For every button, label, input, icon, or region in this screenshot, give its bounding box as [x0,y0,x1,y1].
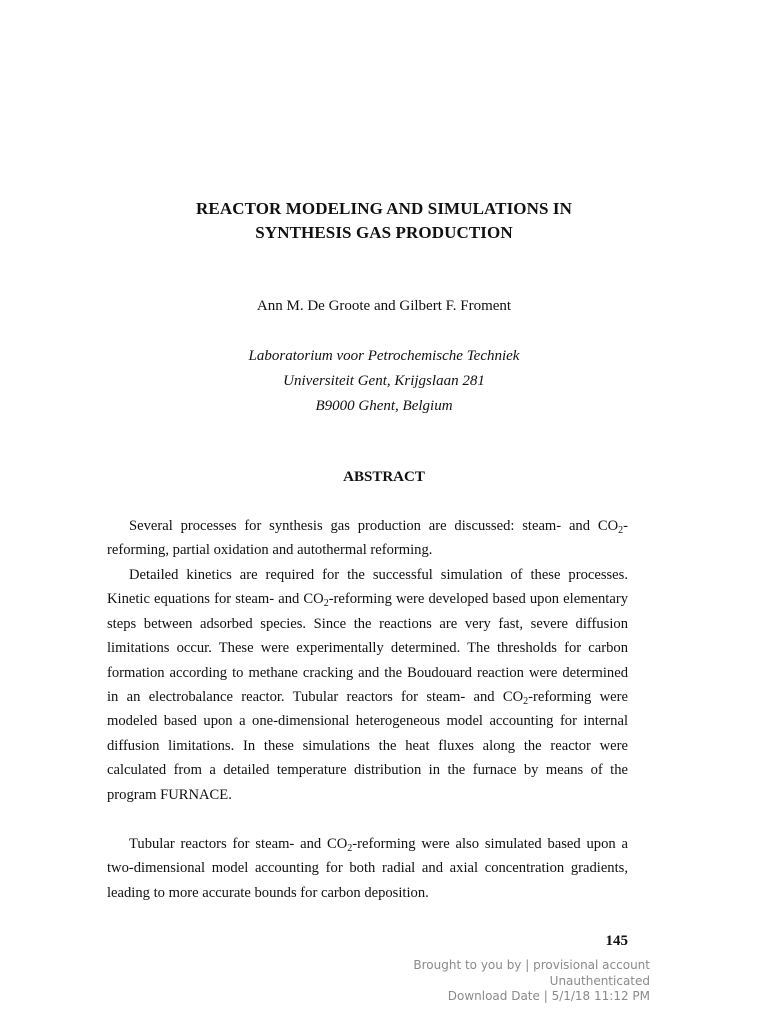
subscript: 2 [618,525,624,536]
subscript: 2 [523,696,529,708]
title-line-1: REACTOR MODELING AND SIMULATIONS IN [196,199,572,218]
abstract-paragraph [107,514,628,563]
footer-line-1: Brought to you by | provisional account [413,958,650,972]
affiliation-line-1: Laboratorium voor Petrochemische Techniek [248,348,520,364]
abstract-paragraph [107,563,628,807]
abstract-paragraph [107,832,628,905]
abstract-text-run: Detailed kinetics are required for the successful simulation of these processes. Kinetic equations for steam- and CO [107,567,628,608]
abstract-heading: ABSTRACT [343,469,425,485]
abstract-text-run: Tubular reactors for steam- and CO [129,836,348,852]
title-line-2: SYNTHESIS GAS PRODUCTION [255,223,513,242]
subscript: 2 [323,598,329,610]
abstract-text-run: -reforming were also simulated based upon a two-dimensional model accounting for both radial and axial concentration gradients, leading to more accurate bounds for carbon deposition. [107,836,628,901]
affiliation-line-2: Universiteit Gent, Krijgslaan 281 [283,373,485,389]
abstract-text-run: Several processes for synthesis gas production are discussed: steam- and CO [129,518,619,534]
affiliation-line-3: B9000 Ghent, Belgium [315,398,453,414]
subscript: 2 [347,843,353,854]
footer-line-2: Unauthenticated [549,973,650,988]
access-footer [290,958,650,1005]
abstract-text-run: -reforming were modeled based upon a one-dimensional heterogeneous model accounting for internal diffusion limitations. In these simulations the heat fluxes along the reactor were calculated from a detailed temperature distribution in the furnace by means of the program FURNACE. [107,689,628,803]
page-number: 145 [605,933,628,949]
abstract-text-run: -reforming were developed based upon elementary steps between adsorbed species. Since the reactions are very fast, severe diffusion limitations occur. These were experimentally determined. The thresholds for carbon formation according to methane cracking and the Boudouard reaction were determined in an electrobalance reactor. Tubular reactors for steam- and CO [107,591,628,706]
footer-line-3: Download Date | 5/1/18 11:12 PM [447,989,650,1003]
authors: Ann M. De Groote and Gilbert F. Froment [256,298,512,314]
abstract-text-run: -reforming, partial oxidation and autothermal reforming. [107,518,628,559]
